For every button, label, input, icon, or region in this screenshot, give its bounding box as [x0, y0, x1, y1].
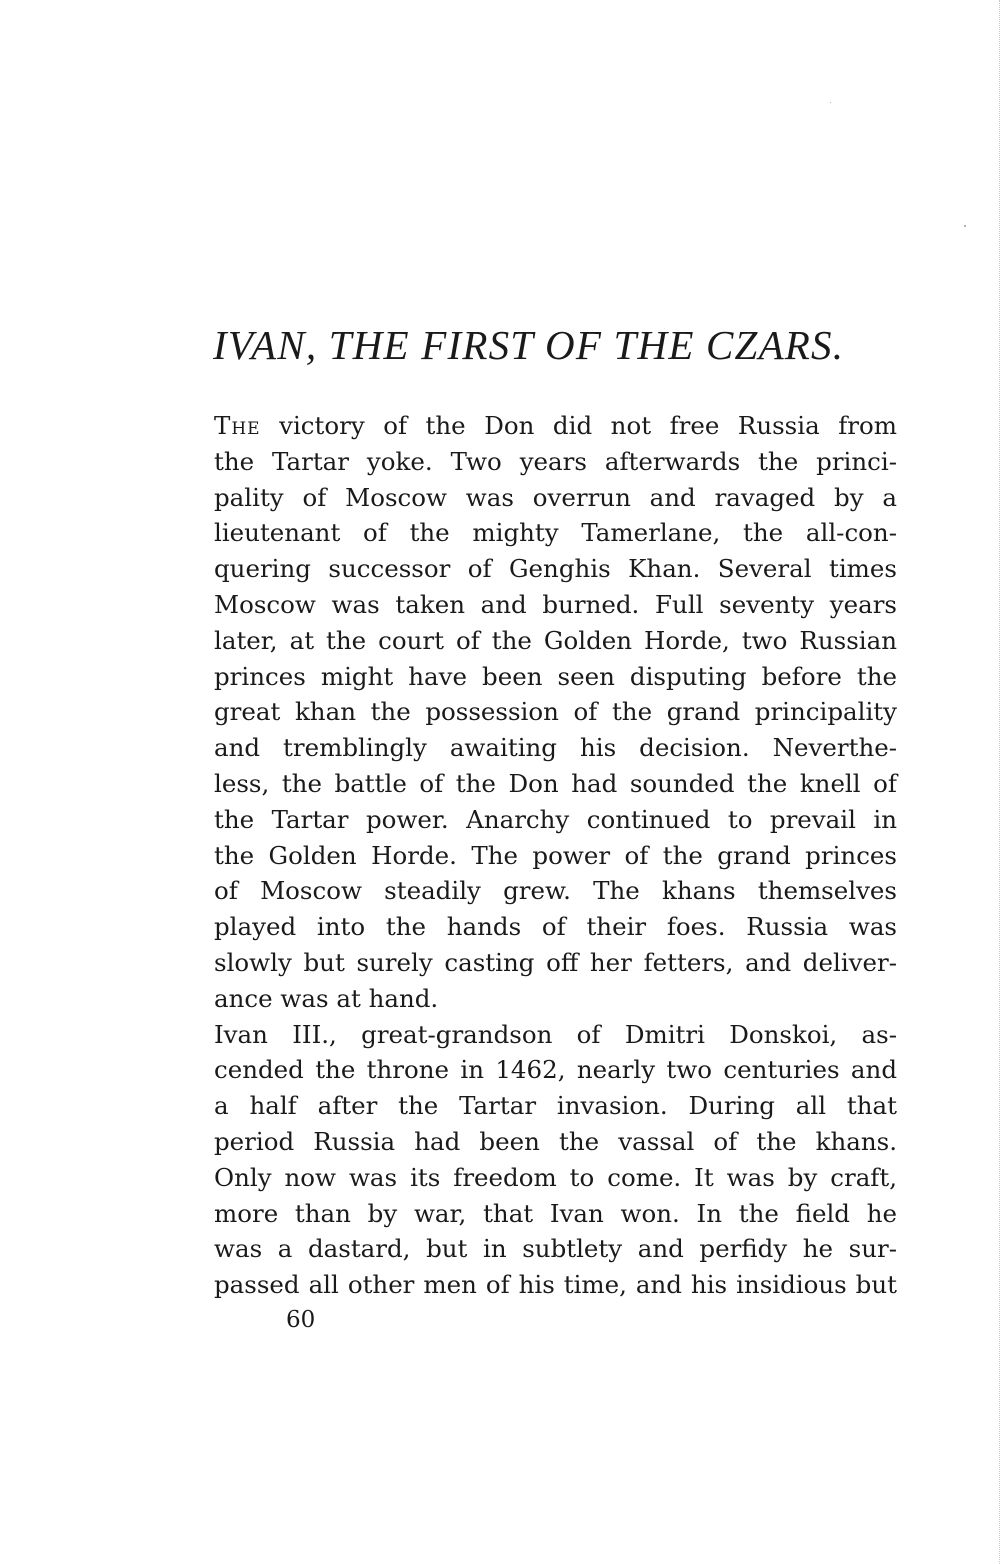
paragraph-1 — [214, 408, 897, 1017]
text-line: was a dastard, but in subtlety and perfidy he sur- — [214, 1234, 897, 1264]
text-line: less, the battle of the Don had sounded the knell of — [214, 768, 897, 798]
text-line: Moscow was taken and burned. Full seventy years — [214, 589, 897, 619]
text-line: Ivan III., great-grandson of Dmitri Donskoi, as- — [214, 1019, 897, 1049]
chapter-title: IVAN, THE FIRST OF THE CZARS. — [213, 322, 845, 368]
text-line: great khan the possession of the grand principality — [214, 697, 897, 727]
chapter-body — [214, 408, 897, 1303]
text-line: period Russia had been the vassal of the khans. — [214, 1126, 897, 1156]
text-line: Only now was its freedom to come. It was by craft, — [214, 1162, 897, 1192]
text-line: a half after the Tartar invasion. During all that — [214, 1091, 897, 1121]
text-line: of Moscow steadily grew. The khans themselves — [214, 876, 897, 906]
text-line: the Golden Horde. The power of the grand princes — [214, 840, 897, 870]
text-line: pality of Moscow was overrun and ravaged by a — [214, 482, 897, 512]
text-line: quering successor of Genghis Khan. Several times — [214, 554, 897, 584]
drop-word: The — [214, 411, 261, 440]
text-line: the Tartar power. Anarchy continued to prevail in — [214, 804, 897, 834]
page-number: 60 — [286, 1307, 316, 1333]
text-line: more than by war, that Ivan won. In the field he — [214, 1198, 897, 1228]
text-line: later, at the court of the Golden Horde, two Russian — [214, 625, 897, 655]
text-line: The victory of the Don did not free Russia from — [214, 411, 897, 440]
page-edge — [996, 0, 1000, 1564]
ink-speck — [964, 225, 966, 227]
text-line: princes might have been seen disputing before the — [214, 661, 897, 691]
text-line: the Tartar yoke. Two years afterwards the princi- — [214, 446, 897, 476]
text-line: cended the throne in 1462, nearly two centuries and — [214, 1055, 897, 1085]
text-line: passed all other men of his time, and his insidious but — [214, 1270, 897, 1300]
text-line: and tremblingly awaiting his decision. Neverthe- — [214, 733, 897, 763]
text-line: ance was at hand. — [214, 983, 439, 1013]
text-line: played into the hands of their foes. Russia was — [214, 912, 897, 942]
ink-speck — [830, 102, 831, 103]
text-line: lieutenant of the mighty Tamerlane, the all-con- — [214, 518, 897, 548]
text-line: slowly but surely casting off her fetters, and deliver- — [214, 947, 897, 977]
paragraph-2 — [214, 1017, 897, 1303]
